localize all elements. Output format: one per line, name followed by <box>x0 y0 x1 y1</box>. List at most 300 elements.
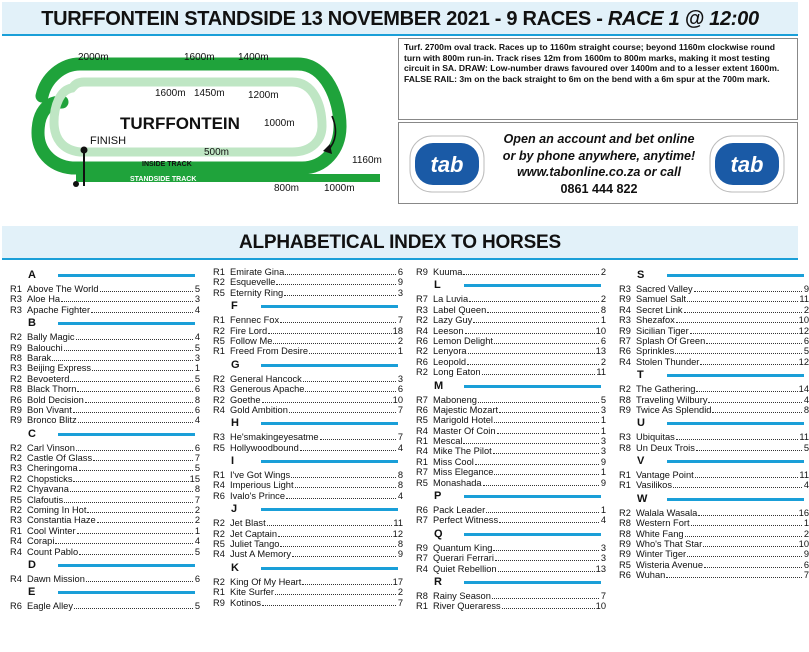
horse-number: 4 <box>194 332 200 343</box>
horse-number: 2 <box>397 587 403 598</box>
horse-entry <box>416 467 606 477</box>
horse-entry <box>416 326 606 336</box>
leader-dots <box>303 374 396 382</box>
leader-dots <box>267 518 393 526</box>
race-number: R1 <box>416 456 428 467</box>
letter-label: T <box>637 369 644 382</box>
letter-label: J <box>231 503 238 516</box>
track-info: Turf. 2700m oval track. Races up to 1160m straight course; beyond 1160m clockwise round turn with 800m run-in. Track rises 12m from 1600m to 800m marks, making it most testing circuit in SA. DRAW: Low-number draws favoured over 1400m and to a lesser extent 1600m. FALSE RAIL: 3m on the back straight to 6m on the bend with a 6m spur at the 700m mark. <box>398 38 798 120</box>
tab-logo-text-right: tab <box>730 152 764 177</box>
horse-number: 6 <box>194 404 200 415</box>
horse-entry <box>10 443 200 453</box>
race-number: R9 <box>10 415 22 426</box>
horse-name: Lenyora <box>433 346 467 357</box>
horse-entry <box>619 470 809 480</box>
horse-number: 10 <box>798 315 809 326</box>
leader-dots <box>687 294 798 302</box>
index-column-1 <box>10 267 200 612</box>
leader-dots <box>486 505 599 513</box>
letter-label: F <box>231 300 238 313</box>
horse-entry <box>10 526 200 536</box>
horse-name: River Queraress <box>433 601 501 612</box>
leader-dots <box>100 284 194 292</box>
horse-entry <box>416 315 606 325</box>
race-number: R2 <box>213 277 225 288</box>
horse-name: Just A Memory <box>230 549 291 560</box>
race-number: R4 <box>213 480 225 491</box>
horse-entry <box>416 294 606 304</box>
horse-entry <box>10 384 200 394</box>
leader-dots <box>292 549 396 557</box>
horse-name: Goethe <box>230 394 261 405</box>
horse-number: 2 <box>803 528 809 539</box>
race-number: R2 <box>416 367 428 378</box>
horse-number: 1 <box>600 415 606 426</box>
race-number: R9 <box>416 542 428 553</box>
letter-divider <box>667 460 804 463</box>
horse-name: Pack Leader <box>433 505 486 516</box>
horse-name: Generous Apache <box>230 384 305 395</box>
leader-dots <box>275 587 396 595</box>
race-number: R4 <box>213 404 225 415</box>
leader-dots <box>700 357 797 365</box>
horse-entry <box>213 405 403 415</box>
horse-entry <box>619 395 809 405</box>
leader-dots <box>696 443 802 451</box>
leader-dots <box>666 570 802 578</box>
horse-entry <box>619 560 809 570</box>
leader-dots <box>70 374 193 382</box>
horse-name: Above The World <box>27 284 99 294</box>
letter-divider <box>58 564 195 567</box>
horse-entry <box>213 267 403 277</box>
horse-entry <box>213 598 403 608</box>
track-map <box>2 38 395 204</box>
horse-entry <box>416 395 606 405</box>
horse-number: 2 <box>194 515 200 526</box>
horse-name: Majestic Mozart <box>433 404 499 415</box>
horse-entry <box>10 601 200 611</box>
leader-dots <box>64 343 193 351</box>
horse-entry <box>213 374 403 384</box>
race-number: R1 <box>416 436 428 447</box>
race-number: R4 <box>416 563 428 574</box>
leader-dots <box>698 508 797 516</box>
mark-500m: 500m <box>204 147 230 158</box>
leader-dots <box>494 415 599 423</box>
race-number: R4 <box>619 304 631 315</box>
race-number: R5 <box>213 539 225 550</box>
horse-name: Perfect Witness <box>433 515 499 526</box>
horse-name: Apache Fighter <box>27 304 91 315</box>
leader-dots <box>87 505 193 513</box>
horse-entry <box>619 570 809 580</box>
horse-number: 18 <box>392 325 403 336</box>
race-number: R5 <box>416 477 428 488</box>
race-number: R2 <box>10 332 22 343</box>
leader-dots <box>704 560 802 568</box>
horse-name: Mescal <box>433 436 463 447</box>
race-number: R8 <box>10 352 22 363</box>
horse-number: 6 <box>803 559 809 570</box>
letter-divider <box>261 364 398 367</box>
horse-entry <box>619 529 809 539</box>
horse-name: Fennec Fox <box>230 315 280 326</box>
horse-entry <box>416 336 606 346</box>
horse-name: La Luvia <box>433 294 469 305</box>
horse-entry <box>10 505 200 515</box>
horse-entry <box>619 539 809 549</box>
race-number: R4 <box>619 356 631 367</box>
horse-name: Corapi <box>27 536 55 547</box>
horse-name: Maboneng <box>433 394 477 405</box>
horse-name: Cool Winter <box>27 525 76 536</box>
horse-number: 12 <box>798 325 809 336</box>
horse-entry <box>416 305 606 315</box>
horse-number: 15 <box>189 473 200 484</box>
promo-message <box>491 131 707 197</box>
race-number: R7 <box>416 294 428 305</box>
race-number: R6 <box>10 601 22 612</box>
horse-number: 6 <box>194 384 200 395</box>
race-number: R2 <box>213 576 225 587</box>
horse-number: 11 <box>799 294 809 305</box>
track-diagram <box>2 38 395 204</box>
letter-heading <box>10 426 200 443</box>
race-number: R3 <box>10 515 22 526</box>
horse-entry <box>416 436 606 446</box>
horse-entry <box>416 457 606 467</box>
race-number: R7 <box>416 515 428 526</box>
leader-dots <box>469 294 599 302</box>
horse-entry <box>416 543 606 553</box>
horse-number: 5 <box>600 394 606 405</box>
horse-number: 13 <box>595 346 606 357</box>
horse-entry <box>10 353 200 363</box>
horse-number: 4 <box>600 515 606 526</box>
horse-entry <box>213 470 403 480</box>
leader-dots <box>487 305 599 313</box>
letter-label: M <box>434 379 444 392</box>
race-number: R3 <box>416 304 428 315</box>
horse-number: 4 <box>803 394 809 405</box>
horse-name: Bally Magic <box>27 332 75 343</box>
horse-entry <box>416 415 606 425</box>
horse-name: Wisteria Avenue <box>636 559 704 570</box>
mark-800m: 800m <box>274 183 300 194</box>
leader-dots <box>273 336 396 344</box>
letter-label: P <box>434 490 442 503</box>
race-number: R2 <box>213 394 225 405</box>
horse-name: Black Thorn <box>27 384 77 395</box>
race-number: R3 <box>10 363 22 374</box>
horse-number: 1 <box>803 518 809 529</box>
race-number: R2 <box>10 442 22 453</box>
horse-entry <box>213 288 403 298</box>
horse-name: Coming In Hot <box>27 505 87 516</box>
leader-dots <box>494 467 599 475</box>
leader-dots <box>76 443 193 451</box>
letter-label: I <box>231 455 235 468</box>
race-number: R7 <box>416 467 428 478</box>
horse-entry <box>10 405 200 415</box>
race-number: R1 <box>213 267 225 277</box>
horse-number: 6 <box>803 335 809 346</box>
horse-entry <box>213 518 403 528</box>
horse-name: Ubiquitas <box>636 432 675 443</box>
horse-number: 8 <box>397 539 403 550</box>
letter-label: E <box>28 586 36 599</box>
horse-entry <box>619 432 809 442</box>
index-title: ALPHABETICAL INDEX TO HORSES <box>2 226 798 260</box>
race-number: R6 <box>619 570 631 581</box>
horse-name: Twice As Splendid <box>636 404 712 415</box>
horse-entry <box>10 343 200 353</box>
leader-dots <box>93 453 193 461</box>
index-column-3 <box>416 267 606 612</box>
horse-entry <box>619 384 809 394</box>
horse-name: Western Fort <box>636 518 690 529</box>
race-number: R2 <box>10 484 22 495</box>
horse-number: 1 <box>600 425 606 436</box>
horse-name: Kotinos <box>230 597 262 608</box>
leader-dots <box>465 326 595 334</box>
letter-label: H <box>231 417 239 430</box>
horse-name: Barak <box>27 352 52 363</box>
horse-number: 5 <box>194 284 200 294</box>
letter-heading <box>10 557 200 574</box>
letter-divider <box>261 422 398 425</box>
horse-number: 7 <box>397 597 403 608</box>
letter-heading <box>619 267 809 284</box>
horse-name: General Hancock <box>230 373 302 384</box>
horse-name: Kuuma <box>433 267 463 277</box>
horse-name: Bon Vivant <box>27 404 72 415</box>
horse-name: Eternity Ring <box>230 287 284 298</box>
horse-name: Un Deux Trois <box>636 442 695 453</box>
horse-number: 5 <box>194 546 200 557</box>
horse-number: 8 <box>600 304 606 315</box>
race-number: R1 <box>619 470 631 481</box>
leader-dots <box>284 288 396 296</box>
letter-heading <box>213 298 403 315</box>
leader-dots <box>300 443 396 451</box>
inside-track-label: INSIDE TRACK <box>142 161 192 168</box>
horse-name: Bronco Blitz <box>27 415 77 426</box>
horse-name: Balouchi <box>27 342 63 353</box>
horse-number: 10 <box>595 601 606 612</box>
letter-divider <box>464 581 601 584</box>
leader-dots <box>687 549 802 557</box>
leader-dots <box>64 495 193 503</box>
leader-dots <box>468 346 595 354</box>
race-number: R9 <box>10 404 22 415</box>
horse-entry <box>10 294 200 304</box>
race-number: R3 <box>619 284 631 294</box>
horse-number: 8 <box>397 470 403 481</box>
horse-name: Shezafox <box>636 315 675 326</box>
race-number: R4 <box>10 536 22 547</box>
leader-dots <box>52 353 193 361</box>
letter-label: L <box>434 279 441 292</box>
horse-number: 9 <box>397 277 403 288</box>
letter-divider <box>261 508 398 511</box>
horse-entry <box>213 549 403 559</box>
letter-divider <box>464 533 601 536</box>
horse-entry <box>416 405 606 415</box>
race-number: R5 <box>619 559 631 570</box>
horse-entry <box>10 474 200 484</box>
horse-entry <box>619 518 809 528</box>
leader-dots <box>483 478 599 486</box>
race-number: R1 <box>213 587 225 598</box>
horse-entry <box>10 395 200 405</box>
header-main: TURFFONTEIN STANDSIDE 13 NOVEMBER 2021 - 9 RACES - <box>41 8 608 30</box>
horse-entry <box>213 539 403 549</box>
mark-1000m-inner: 1000m <box>264 118 295 129</box>
horse-entry <box>213 587 403 597</box>
letter-heading <box>416 488 606 505</box>
horse-entry <box>10 463 200 473</box>
race-number: R5 <box>416 415 428 426</box>
letter-divider <box>667 374 804 377</box>
horse-name: Splash Of Green <box>636 335 706 346</box>
letter-heading <box>416 526 606 543</box>
horse-name: Freed From Desire <box>230 346 309 357</box>
horse-entry <box>416 346 606 356</box>
tab-logo-text-left: tab <box>430 152 464 177</box>
horse-name: Emirate Gina <box>230 267 285 277</box>
horse-entry <box>213 432 403 442</box>
mark-1200m: 1200m <box>248 90 279 101</box>
race-number: R8 <box>619 518 631 529</box>
horse-number: 14 <box>798 384 809 395</box>
horse-name: Count Pablo <box>27 546 79 557</box>
finish-label: FINISH <box>90 135 127 147</box>
leader-dots <box>478 395 599 403</box>
horse-entry <box>416 601 606 611</box>
letter-heading <box>213 415 403 432</box>
leader-dots <box>499 405 599 413</box>
leader-dots <box>289 405 396 413</box>
horse-entry <box>213 336 403 346</box>
leader-dots <box>694 284 802 292</box>
horse-name: Kite Surfer <box>230 587 274 598</box>
leader-dots <box>285 267 396 275</box>
leader-dots <box>91 305 193 313</box>
horse-entry <box>213 480 403 490</box>
horse-number: 5 <box>194 463 200 474</box>
race-number: R4 <box>416 325 428 336</box>
letter-divider <box>667 422 804 425</box>
race-number: R9 <box>416 267 428 277</box>
leader-dots <box>676 432 799 440</box>
race-number: R1 <box>416 601 428 612</box>
race-number: R4 <box>10 546 22 557</box>
horse-name: Master Of Coin <box>433 425 496 436</box>
horse-entry <box>10 484 200 494</box>
horse-entry <box>10 453 200 463</box>
letter-label: C <box>28 427 36 440</box>
letter-heading <box>10 584 200 601</box>
race-number: R6 <box>416 404 428 415</box>
horse-number: 16 <box>798 507 809 518</box>
horse-number: 6 <box>194 442 200 453</box>
horse-entry <box>416 515 606 525</box>
horse-name: Quantum King <box>433 542 493 553</box>
letter-label: D <box>28 558 36 571</box>
horse-name: Jet Blast <box>230 518 266 529</box>
race-number: R8 <box>619 394 631 405</box>
horse-entry <box>213 277 403 287</box>
horse-number: 9 <box>803 284 809 294</box>
horse-name: White Fang <box>636 528 684 539</box>
letter-heading <box>619 367 809 384</box>
horse-name: Mike The Pilot <box>433 446 492 457</box>
horse-name: Winter Tiger <box>636 549 687 560</box>
horse-name: Imperious Light <box>230 480 294 491</box>
horse-number: 9 <box>803 549 809 560</box>
horse-number: 5 <box>803 442 809 453</box>
index-column-4 <box>619 267 809 581</box>
race-number: R7 <box>619 335 631 346</box>
leader-dots <box>706 336 802 344</box>
horse-entry <box>213 315 403 325</box>
race-number: R1 <box>213 346 225 357</box>
leader-dots <box>262 395 392 403</box>
race-number: R5 <box>10 494 22 505</box>
leader-dots <box>268 326 391 334</box>
horse-entry <box>213 529 403 539</box>
horse-number: 1 <box>397 346 403 357</box>
promo-line-3[interactable]: www.tabonline.co.za or call <box>517 165 681 179</box>
horse-number: 9 <box>600 477 606 488</box>
horse-name: Lemon Delight <box>433 335 493 346</box>
horse-number: 10 <box>392 394 403 405</box>
horse-name: Fire Lord <box>230 325 268 336</box>
leader-dots <box>92 363 193 371</box>
leader-dots <box>708 395 802 403</box>
leader-dots <box>291 470 396 478</box>
race-number: R6 <box>213 490 225 501</box>
leader-dots <box>493 543 599 551</box>
horse-name: The Gathering <box>636 384 696 395</box>
leader-dots <box>684 305 802 313</box>
race-number: R5 <box>213 287 225 298</box>
leader-dots <box>278 529 392 537</box>
track-name: TURFFONTEIN <box>120 114 240 133</box>
letter-heading <box>619 491 809 508</box>
horse-entry <box>619 315 809 325</box>
horse-number: 11 <box>799 470 809 481</box>
race-number: R2 <box>213 325 225 336</box>
horse-entry <box>10 495 200 505</box>
horse-number: 2 <box>600 356 606 367</box>
horse-name: Marigold Hotel <box>433 415 493 426</box>
leader-dots <box>494 336 599 344</box>
leader-dots <box>675 346 802 354</box>
letter-heading <box>10 267 200 284</box>
race-number: R6 <box>619 346 631 357</box>
horse-name: Eagle Alley <box>27 601 73 612</box>
letter-heading <box>416 574 606 591</box>
horse-name: Sicilian Tiger <box>636 325 689 336</box>
horse-number: 3 <box>397 287 403 298</box>
letter-label: R <box>434 575 442 588</box>
horse-name: Hollywoodbound <box>230 442 299 453</box>
index-column-2 <box>213 267 403 608</box>
horse-name: Rainy Season <box>433 590 491 601</box>
